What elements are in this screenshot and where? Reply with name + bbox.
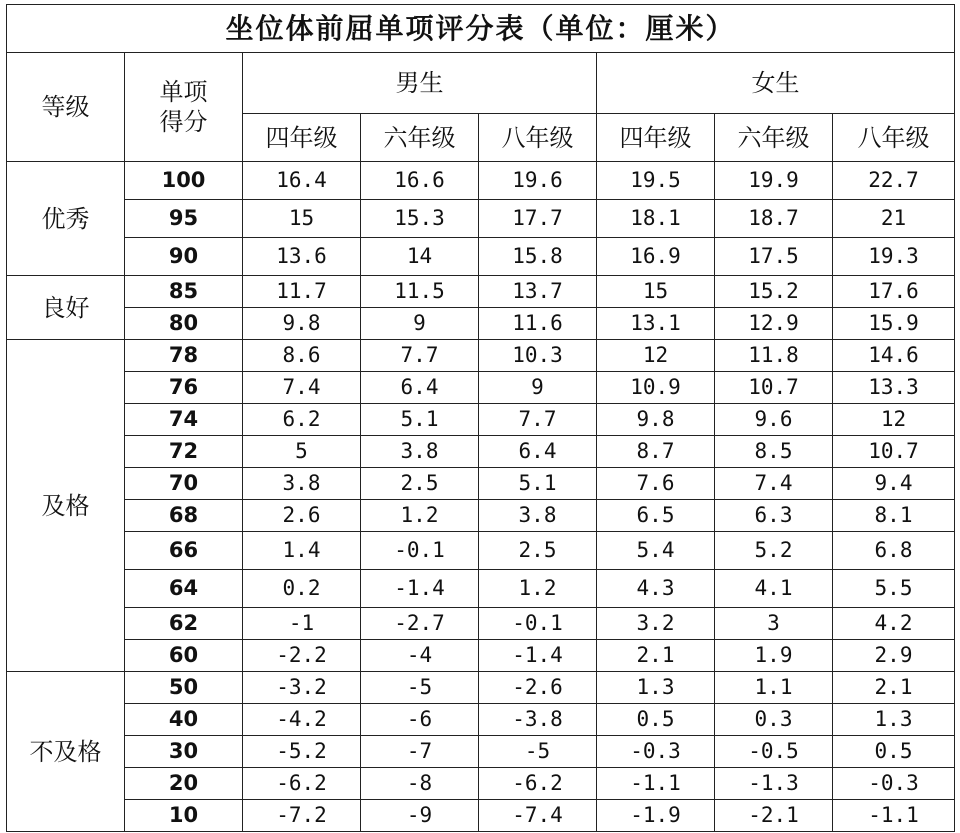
- value-cell: 15: [597, 276, 715, 308]
- value-cell: -3.8: [479, 704, 597, 736]
- value-cell: 9: [361, 308, 479, 340]
- table-row: [7, 672, 955, 704]
- value-cell: -1: [243, 608, 361, 640]
- value-cell: 12: [597, 340, 715, 372]
- value-cell: 7.4: [715, 468, 833, 500]
- value-cell: 15.9: [833, 308, 955, 340]
- table-row: [7, 704, 955, 736]
- value-cell: 1.3: [833, 704, 955, 736]
- value-cell: -7.4: [479, 800, 597, 832]
- value-cell: -1.9: [597, 800, 715, 832]
- value-cell: 1.1: [715, 672, 833, 704]
- value-cell: -6.2: [479, 768, 597, 800]
- value-cell: -7: [361, 736, 479, 768]
- table-row: [7, 608, 955, 640]
- score-cell: 10: [125, 800, 243, 832]
- value-cell: 6.2: [243, 404, 361, 436]
- value-cell: 12.9: [715, 308, 833, 340]
- value-cell: 8.1: [833, 500, 955, 532]
- table-row: [7, 532, 955, 570]
- table-row: [7, 276, 955, 308]
- value-cell: 3.2: [597, 608, 715, 640]
- value-cell: -2.2: [243, 640, 361, 672]
- value-cell: 0.2: [243, 570, 361, 608]
- value-cell: 16.4: [243, 162, 361, 200]
- value-cell: 6.4: [479, 436, 597, 468]
- value-cell: 21: [833, 200, 955, 238]
- value-cell: 19.9: [715, 162, 833, 200]
- value-cell: 7.7: [361, 340, 479, 372]
- value-cell: -0.3: [833, 768, 955, 800]
- value-cell: 4.1: [715, 570, 833, 608]
- value-cell: -5.2: [243, 736, 361, 768]
- female-grade6-header: 六年级: [715, 114, 833, 162]
- value-cell: 11.7: [243, 276, 361, 308]
- value-cell: 8.7: [597, 436, 715, 468]
- table-row: [7, 372, 955, 404]
- table-row: [7, 570, 955, 608]
- value-cell: 14: [361, 238, 479, 276]
- value-cell: 2.6: [243, 500, 361, 532]
- value-cell: -1.1: [597, 768, 715, 800]
- score-cell: 78: [125, 340, 243, 372]
- value-cell: 3: [715, 608, 833, 640]
- value-cell: 15.2: [715, 276, 833, 308]
- score-header-line2: 得分: [159, 108, 208, 136]
- score-cell: 62: [125, 608, 243, 640]
- value-cell: 1.9: [715, 640, 833, 672]
- table-row: [7, 162, 955, 200]
- male-grade6-header: 六年级: [361, 114, 479, 162]
- value-cell: -4: [361, 640, 479, 672]
- value-cell: 13.6: [243, 238, 361, 276]
- grade-label: 良好: [7, 276, 125, 340]
- value-cell: -0.5: [715, 736, 833, 768]
- table-row: [7, 500, 955, 532]
- value-cell: 19.6: [479, 162, 597, 200]
- value-cell: -1.3: [715, 768, 833, 800]
- table-row: [7, 468, 955, 500]
- value-cell: 3.8: [479, 500, 597, 532]
- value-cell: 2.1: [833, 672, 955, 704]
- value-cell: 9: [479, 372, 597, 404]
- female-grade4-header: 四年级: [597, 114, 715, 162]
- value-cell: 1.2: [361, 500, 479, 532]
- value-cell: -2.6: [479, 672, 597, 704]
- grade-label: 及格: [7, 340, 125, 672]
- value-cell: 8.5: [715, 436, 833, 468]
- value-cell: -2.1: [715, 800, 833, 832]
- value-cell: 11.6: [479, 308, 597, 340]
- value-cell: 15: [243, 200, 361, 238]
- value-cell: 5: [243, 436, 361, 468]
- value-cell: 5.1: [361, 404, 479, 436]
- value-cell: -6: [361, 704, 479, 736]
- value-cell: -8: [361, 768, 479, 800]
- table-row: [7, 238, 955, 276]
- female-header: 女生: [597, 53, 955, 114]
- score-cell: 68: [125, 500, 243, 532]
- value-cell: 18.1: [597, 200, 715, 238]
- value-cell: -6.2: [243, 768, 361, 800]
- value-cell: 15.3: [361, 200, 479, 238]
- value-cell: 16.6: [361, 162, 479, 200]
- value-cell: 18.7: [715, 200, 833, 238]
- male-grade4-header: 四年级: [243, 114, 361, 162]
- score-cell: 80: [125, 308, 243, 340]
- value-cell: 2.5: [479, 532, 597, 570]
- value-cell: 10.7: [833, 436, 955, 468]
- table-row: [7, 736, 955, 768]
- grade-header: 等级: [7, 53, 125, 162]
- score-cell: 100: [125, 162, 243, 200]
- score-cell: 64: [125, 570, 243, 608]
- value-cell: 15.8: [479, 238, 597, 276]
- grade-label: 优秀: [7, 162, 125, 276]
- value-cell: 6.5: [597, 500, 715, 532]
- value-cell: 17.5: [715, 238, 833, 276]
- table-row: [7, 640, 955, 672]
- value-cell: -3.2: [243, 672, 361, 704]
- value-cell: 0.5: [597, 704, 715, 736]
- header-row: [7, 53, 955, 114]
- value-cell: 5.2: [715, 532, 833, 570]
- value-cell: -9: [361, 800, 479, 832]
- value-cell: 7.4: [243, 372, 361, 404]
- value-cell: 5.1: [479, 468, 597, 500]
- value-cell: 3.8: [243, 468, 361, 500]
- table-row: [7, 768, 955, 800]
- value-cell: 13.3: [833, 372, 955, 404]
- value-cell: 7.7: [479, 404, 597, 436]
- score-header-line1: 单项: [159, 78, 208, 106]
- value-cell: 2.1: [597, 640, 715, 672]
- value-cell: 19.5: [597, 162, 715, 200]
- table-row: [7, 200, 955, 238]
- value-cell: -7.2: [243, 800, 361, 832]
- value-cell: 9.8: [243, 308, 361, 340]
- value-cell: 17.6: [833, 276, 955, 308]
- value-cell: 2.9: [833, 640, 955, 672]
- value-cell: 5.4: [597, 532, 715, 570]
- score-cell: 40: [125, 704, 243, 736]
- table-row: [7, 436, 955, 468]
- title-row: [7, 5, 955, 53]
- value-cell: 16.9: [597, 238, 715, 276]
- value-cell: 7.6: [597, 468, 715, 500]
- table-title: 坐位体前屈单项评分表（单位：厘米）: [7, 5, 955, 53]
- value-cell: 1.3: [597, 672, 715, 704]
- value-cell: 19.3: [833, 238, 955, 276]
- value-cell: 5.5: [833, 570, 955, 608]
- value-cell: 1.2: [479, 570, 597, 608]
- value-cell: 4.3: [597, 570, 715, 608]
- score-cell: 20: [125, 768, 243, 800]
- value-cell: 14.6: [833, 340, 955, 372]
- value-cell: -1.4: [361, 570, 479, 608]
- value-cell: -0.1: [479, 608, 597, 640]
- table-row: [7, 340, 955, 372]
- value-cell: -5: [361, 672, 479, 704]
- value-cell: 2.5: [361, 468, 479, 500]
- table-row: [7, 308, 955, 340]
- value-cell: 1.4: [243, 532, 361, 570]
- male-header: 男生: [243, 53, 597, 114]
- value-cell: 9.4: [833, 468, 955, 500]
- value-cell: 12: [833, 404, 955, 436]
- value-cell: 10.9: [597, 372, 715, 404]
- score-table: [6, 4, 955, 832]
- score-cell: 60: [125, 640, 243, 672]
- score-cell: 95: [125, 200, 243, 238]
- table-row: [7, 800, 955, 832]
- male-grade8-header: 八年级: [479, 114, 597, 162]
- score-cell: 85: [125, 276, 243, 308]
- value-cell: -1.4: [479, 640, 597, 672]
- value-cell: -2.7: [361, 608, 479, 640]
- score-cell: 30: [125, 736, 243, 768]
- value-cell: 9.8: [597, 404, 715, 436]
- value-cell: 3.8: [361, 436, 479, 468]
- score-cell: 50: [125, 672, 243, 704]
- score-cell: 74: [125, 404, 243, 436]
- score-cell: 76: [125, 372, 243, 404]
- value-cell: 6.3: [715, 500, 833, 532]
- value-cell: 13.7: [479, 276, 597, 308]
- value-cell: -5: [479, 736, 597, 768]
- value-cell: 11.8: [715, 340, 833, 372]
- value-cell: 22.7: [833, 162, 955, 200]
- score-cell: 66: [125, 532, 243, 570]
- value-cell: 0.3: [715, 704, 833, 736]
- score-header: [125, 53, 243, 162]
- score-cell: 72: [125, 436, 243, 468]
- value-cell: 13.1: [597, 308, 715, 340]
- value-cell: 17.7: [479, 200, 597, 238]
- value-cell: 4.2: [833, 608, 955, 640]
- value-cell: -4.2: [243, 704, 361, 736]
- value-cell: -1.1: [833, 800, 955, 832]
- female-grade8-header: 八年级: [833, 114, 955, 162]
- score-cell: 70: [125, 468, 243, 500]
- table-row: [7, 404, 955, 436]
- value-cell: 6.4: [361, 372, 479, 404]
- score-cell: 90: [125, 238, 243, 276]
- grade-label: 不及格: [7, 672, 125, 832]
- value-cell: 8.6: [243, 340, 361, 372]
- value-cell: -0.1: [361, 532, 479, 570]
- value-cell: -0.3: [597, 736, 715, 768]
- value-cell: 10.3: [479, 340, 597, 372]
- value-cell: 9.6: [715, 404, 833, 436]
- value-cell: 0.5: [833, 736, 955, 768]
- value-cell: 11.5: [361, 276, 479, 308]
- value-cell: 6.8: [833, 532, 955, 570]
- value-cell: 10.7: [715, 372, 833, 404]
